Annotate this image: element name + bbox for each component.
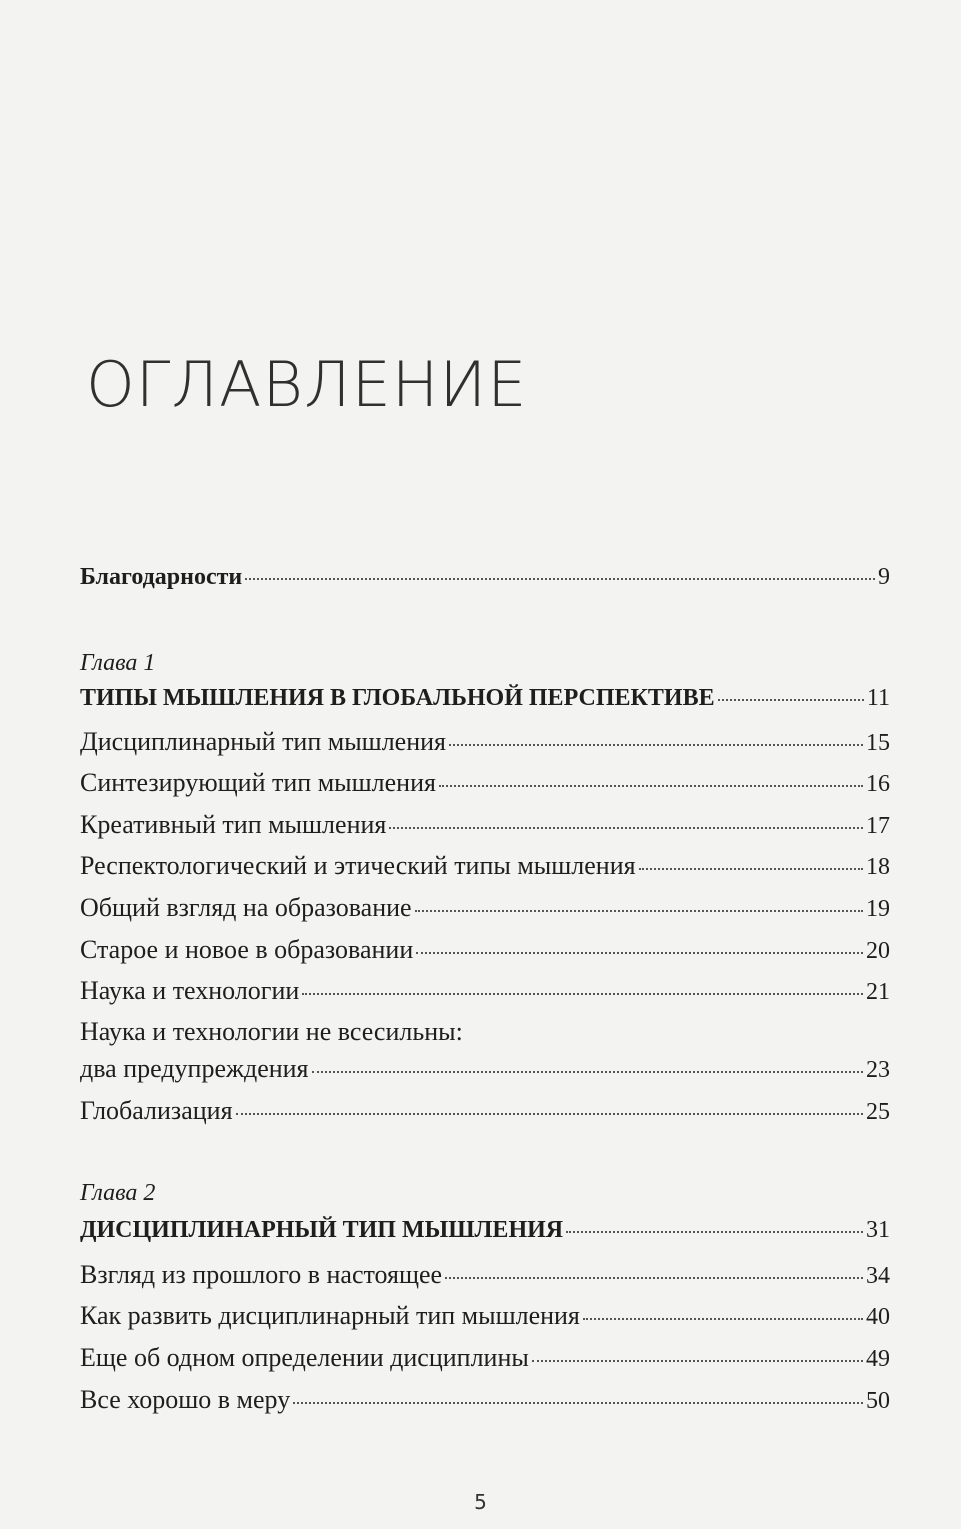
toc-page-number: 21	[866, 979, 890, 1005]
toc-page-number: 20	[866, 938, 890, 964]
toc-entry	[80, 1301, 890, 1331]
toc-entry-first-line: Наука и технологии не всесильны:	[80, 1017, 463, 1046]
leader-dots	[449, 743, 863, 746]
toc-entry-label: Глобализация	[80, 1096, 233, 1125]
toc-entry-label: Взгляд из прошлого в настоящее	[80, 1260, 443, 1289]
toc-page-number: 11	[866, 685, 890, 711]
toc-entry-label: Все хорошо в меру	[80, 1385, 291, 1414]
toc-page-number: 17	[866, 813, 890, 839]
leader-dots	[302, 992, 863, 995]
leader-dots	[566, 1230, 863, 1233]
chapter-1-heading	[80, 685, 890, 712]
leader-dots	[293, 1401, 863, 1404]
toc-entry	[80, 727, 890, 757]
toc-page-number: 50	[866, 1388, 890, 1414]
toc-page-number: 23	[866, 1057, 890, 1083]
toc-page-number: 31	[866, 1217, 890, 1243]
chapter-2-label: Глава 2	[80, 1180, 156, 1206]
toc-page-number: 16	[866, 771, 890, 797]
toc-entry	[80, 768, 890, 798]
toc-page-number: 9	[878, 564, 890, 590]
chapter-1-label: Глава 1	[80, 650, 156, 676]
leader-dots	[415, 909, 863, 912]
leader-dots	[532, 1359, 863, 1362]
leader-dots	[439, 784, 863, 787]
toc-entry-label: Наука и технологии	[80, 976, 300, 1005]
toc-entry	[80, 1096, 890, 1126]
toc-entry	[80, 893, 890, 923]
toc-entry-label: Общий взгляд на образование	[80, 893, 412, 922]
toc-page-number: 18	[866, 854, 890, 880]
leader-dots	[236, 1112, 863, 1115]
leader-dots	[416, 951, 863, 954]
toc-entry-label: Дисциплинарный тип мышления	[80, 727, 447, 756]
toc-page-number: 25	[866, 1099, 890, 1125]
toc-entry-acknowledgements	[80, 564, 890, 591]
toc-entry-label: два предупреждения	[80, 1054, 309, 1083]
toc-entry	[80, 1385, 890, 1415]
toc-page-number: 49	[866, 1346, 890, 1372]
toc-entry	[80, 810, 890, 840]
toc-entry-label: Благодарности	[80, 564, 243, 590]
toc-entry-label: Еще об одном определении дисциплины	[80, 1343, 529, 1372]
toc-entry	[80, 1054, 890, 1084]
leader-dots	[312, 1070, 863, 1073]
toc-page-number: 34	[866, 1263, 890, 1289]
leader-dots	[718, 698, 864, 701]
toc-page-number: 15	[866, 730, 890, 756]
page-number: 5	[474, 1490, 487, 1514]
toc-entry	[80, 1343, 890, 1373]
toc-entry	[80, 935, 890, 965]
toc-entry-label: Синтезирующий тип мышления	[80, 768, 436, 797]
toc-entry	[80, 1260, 890, 1290]
toc-entry-label: Респектологический и этический типы мышления	[80, 851, 636, 880]
leader-dots	[389, 826, 863, 829]
toc-entry-label: Креативный тип мышления	[80, 810, 387, 839]
toc-entry-label: Старое и новое в образовании	[80, 935, 414, 964]
toc-page-number: 40	[866, 1304, 890, 1330]
toc-entry-label: Как развить дисциплинарный тип мышления	[80, 1301, 580, 1330]
leader-dots	[583, 1317, 863, 1320]
chapter-heading-label: ДИСЦИПЛИНАРНЫЙ ТИП МЫШЛЕНИЯ	[80, 1217, 564, 1243]
toc-page-number: 19	[866, 896, 890, 922]
toc-entry	[80, 851, 890, 881]
leader-dots	[445, 1276, 863, 1279]
leader-dots	[639, 867, 863, 870]
chapter-2-heading	[80, 1217, 890, 1244]
leader-dots	[245, 577, 875, 580]
chapter-heading-label: ТИПЫ МЫШЛЕНИЯ В ГЛОБАЛЬНОЙ ПЕРСПЕКТИВЕ	[80, 685, 715, 711]
toc-entry	[80, 976, 890, 1006]
page-title: ОГЛАВЛЕНИЕ	[86, 348, 528, 421]
